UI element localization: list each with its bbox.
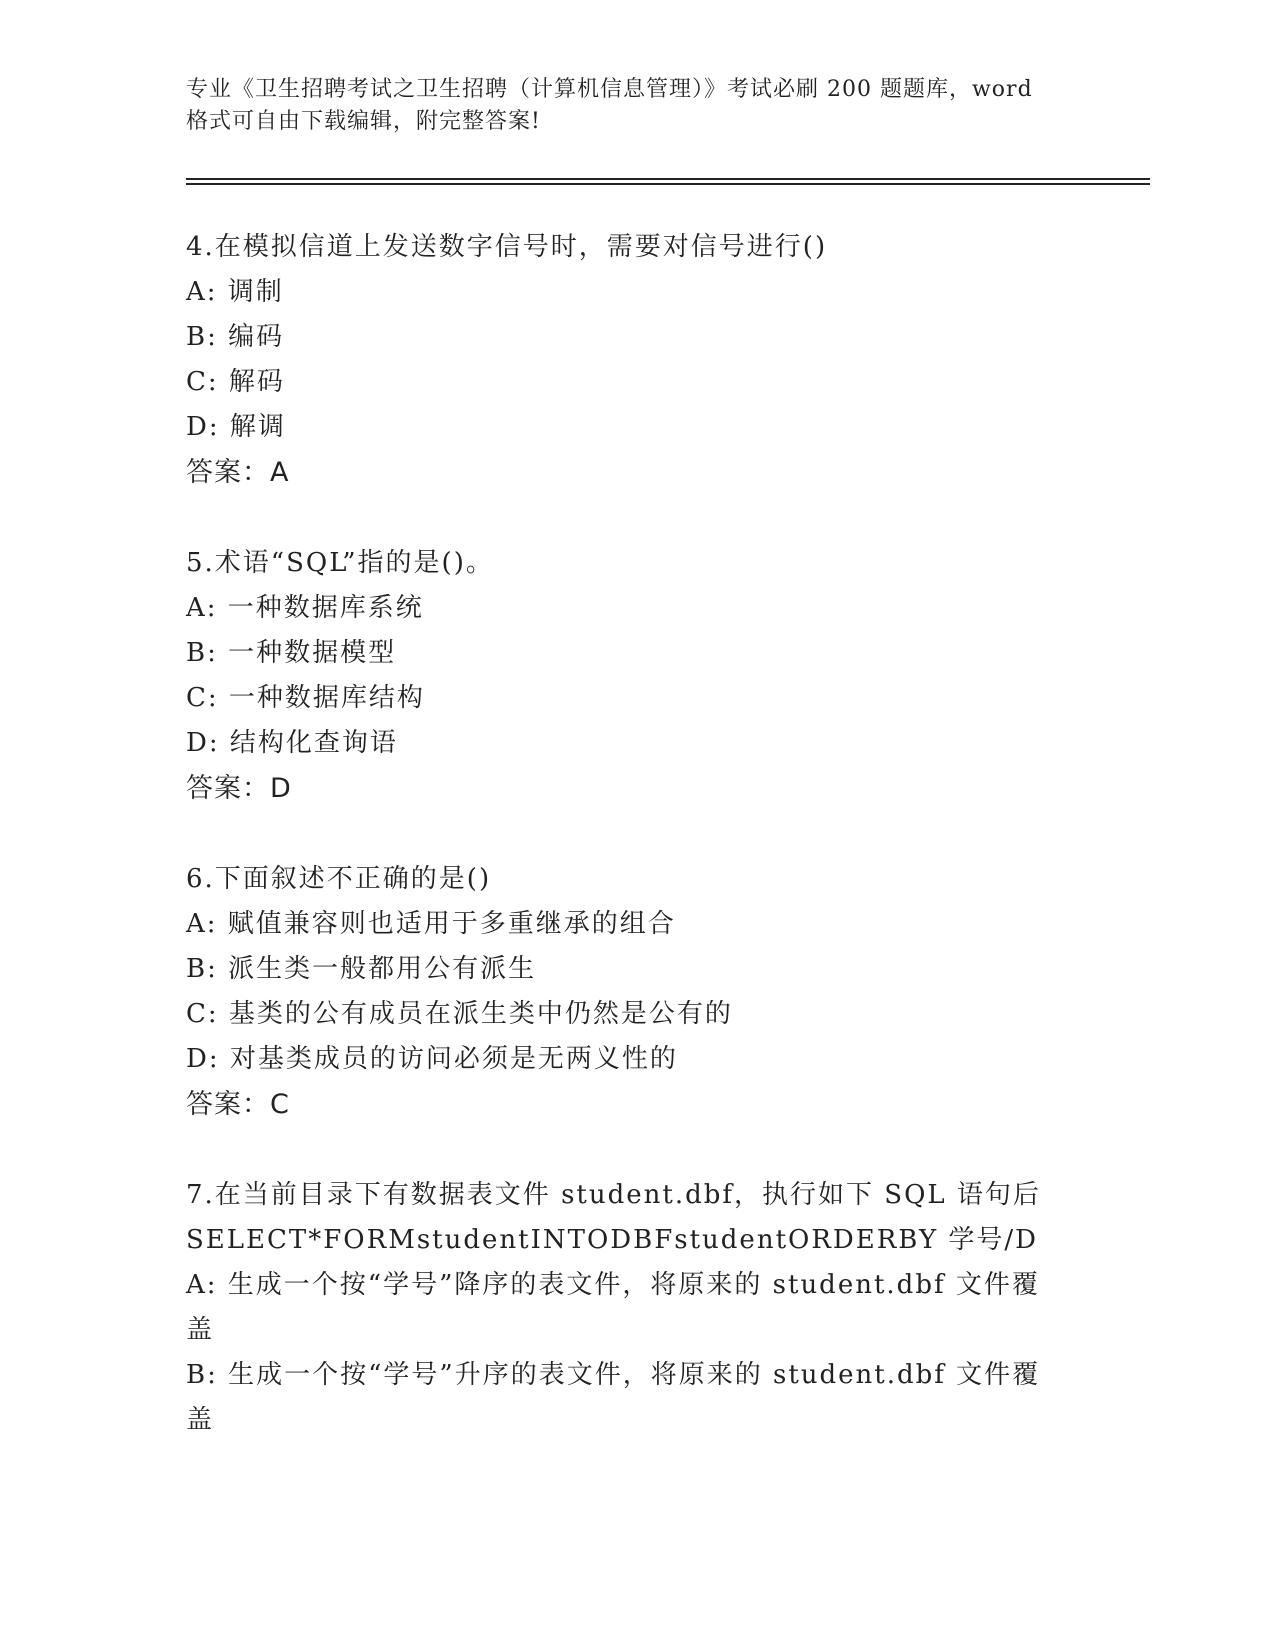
question-5 (186, 541, 1086, 811)
option-b: B: 一种数据模型 (186, 638, 397, 668)
header-line-2: 格式可自由下载编辑，附完整答案! (186, 109, 541, 134)
question-stem: 7.在当前目录下有数据表文件 student.dbf，执行如下 SQL 语句后 (186, 1180, 1041, 1210)
option-d: D: 解调 (186, 412, 286, 442)
option-c: C: 解码 (186, 367, 285, 397)
option-a: A: 赋值兼容则也适用于多重继承的组合 (186, 909, 676, 939)
option-a: A: 生成一个按“学号”降序的表文件，将原来的 student.dbf 文件覆盖 (186, 1270, 1040, 1345)
header-divider-top (186, 178, 1150, 180)
option-b: B: 编码 (186, 322, 285, 352)
option-d: D: 对基类成员的访问必须是无两义性的 (186, 1044, 678, 1074)
answer-text: 答案：D (186, 773, 292, 804)
option-b: B: 派生类一般都用公有派生 (186, 954, 537, 984)
question-7 (186, 1173, 1086, 1443)
option-a: A: 调制 (186, 277, 284, 307)
option-a: A: 一种数据库系统 (186, 593, 424, 623)
option-b: B: 生成一个按“学号”升序的表文件，将原来的 student.dbf 文件覆盖 (186, 1360, 1041, 1435)
answer-text: 答案：A (186, 457, 290, 488)
option-d: D: 结构化查询语 (186, 728, 398, 758)
document-header (186, 74, 1086, 138)
option-c: C: 一种数据库结构 (186, 683, 425, 713)
question-stem-sql: SELECT*FORMstudentINTODBFstudentORDERBY 学号/D (186, 1225, 1038, 1255)
header-divider-bottom (186, 183, 1150, 185)
answer-text: 答案：C (186, 1089, 290, 1120)
question-stem: 6.下面叙述不正确的是() (186, 864, 492, 894)
question-4 (186, 225, 1086, 495)
question-6 (186, 857, 1086, 1127)
question-stem: 5.术语“SQL”指的是()。 (186, 548, 494, 578)
option-c: C: 基类的公有成员在派生类中仍然是公有的 (186, 999, 733, 1029)
header-line-1: 专业《卫生招聘考试之卫生招聘（计算机信息管理）》考试必刷 200 题题库，word (186, 77, 1033, 102)
question-stem: 4.在模拟信道上发送数字信号时，需要对信号进行() (186, 232, 828, 262)
